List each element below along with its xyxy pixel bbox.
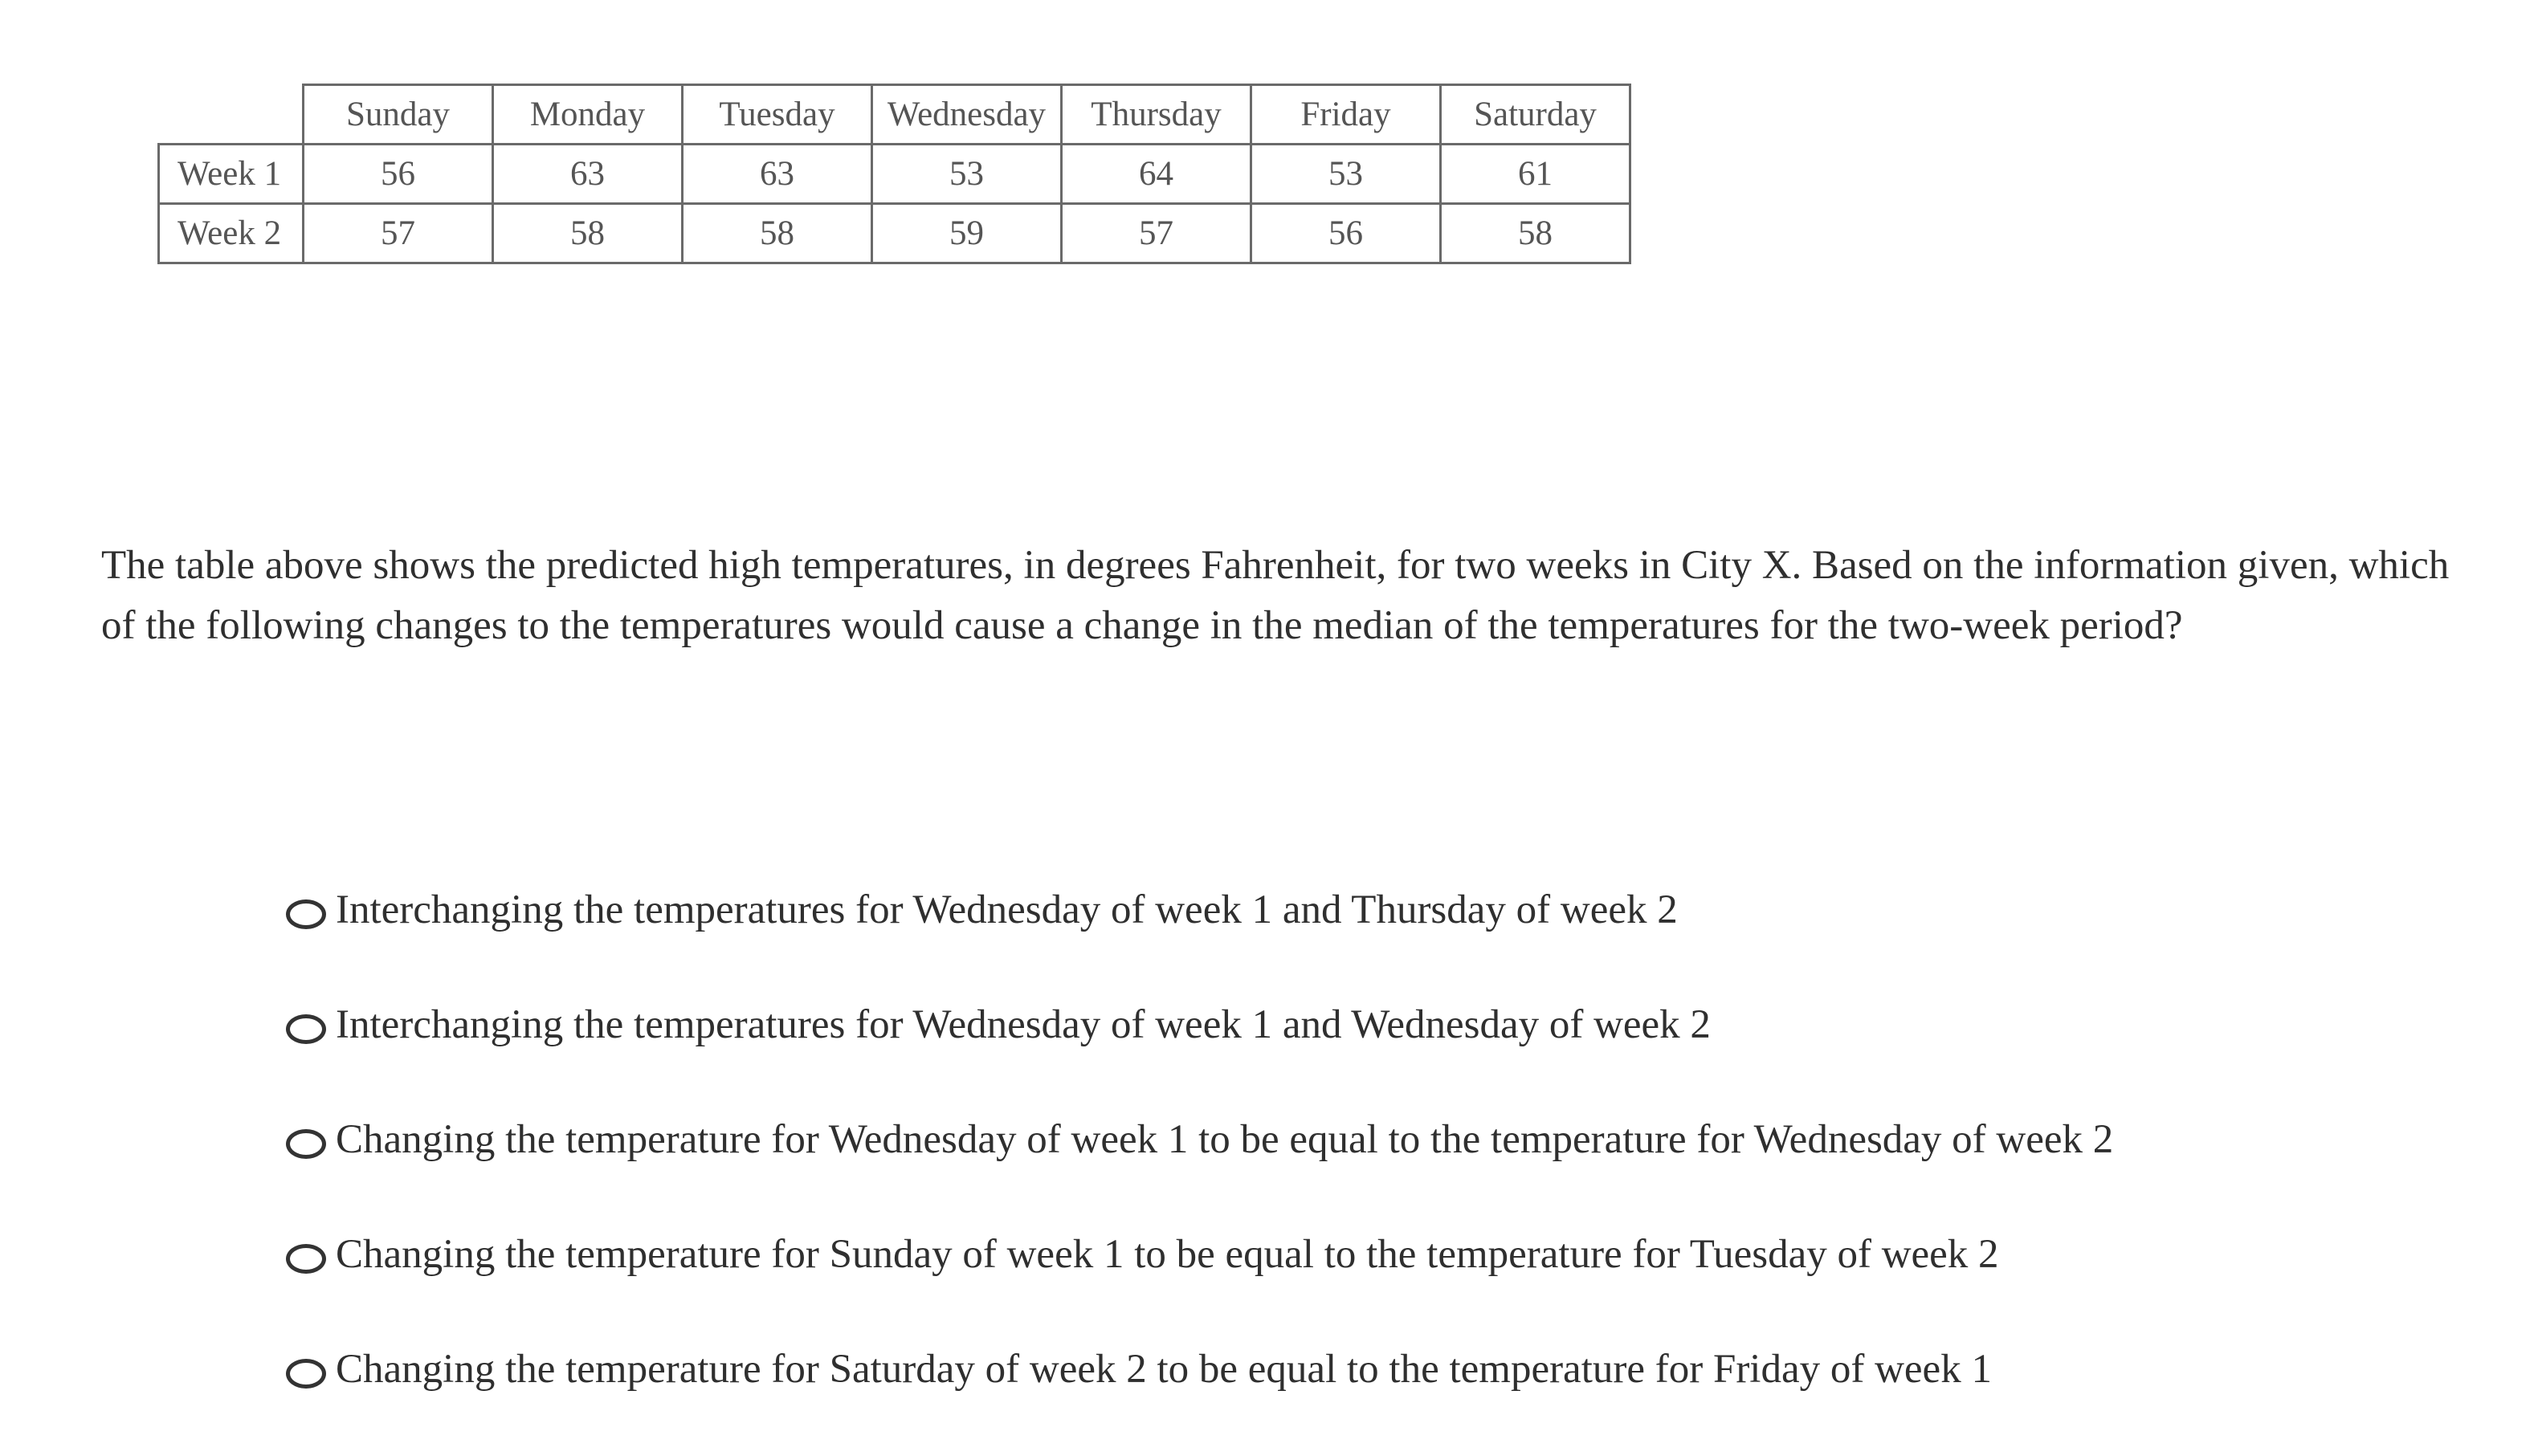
header-tuesday: Tuesday	[683, 85, 872, 145]
table-row-week-2	[159, 204, 1630, 263]
answer-option-2[interactable]	[286, 997, 2113, 1111]
answer-option-label[interactable]: Changing the temperature for Sunday of week 1 to be equal to the temperature for Tuesday of week 2	[336, 1232, 1999, 1277]
answer-option-label[interactable]: Changing the temperature for Saturday of week 2 to be equal to the temperature for Friday of week 1	[336, 1347, 1992, 1392]
header-wednesday: Wednesday	[872, 85, 1062, 145]
radio-button-icon[interactable]	[286, 899, 326, 929]
header-monday: Monday	[493, 85, 683, 145]
table-cell: 59	[872, 204, 1062, 263]
row-label-week-1: Week 1	[159, 145, 304, 204]
answer-option-label[interactable]: Changing the temperature for Wednesday of week 1 to be equal to the temperature for Wednesday of week 2	[336, 1117, 2114, 1162]
answer-option-label[interactable]: Interchanging the temperatures for Wednesday of week 1 and Wednesday of week 2	[336, 1002, 1711, 1047]
header-friday: Friday	[1251, 85, 1441, 145]
radio-button-icon[interactable]	[286, 1244, 326, 1274]
table-cell: 53	[872, 145, 1062, 204]
answer-option-5[interactable]	[286, 1341, 2113, 1456]
table-cell: 58	[493, 204, 683, 263]
answer-option-4[interactable]	[286, 1226, 2113, 1341]
table-cell: 56	[1251, 204, 1441, 263]
table-cell: 61	[1441, 145, 1630, 204]
header-thursday: Thursday	[1062, 85, 1251, 145]
answer-options	[286, 882, 2113, 1456]
row-label-week-2: Week 2	[159, 204, 304, 263]
table-cell: 57	[1062, 204, 1251, 263]
temperature-table	[157, 84, 1631, 264]
answer-option-1[interactable]	[286, 882, 2113, 997]
table-cell: 63	[683, 145, 872, 204]
answer-option-label[interactable]: Interchanging the temperatures for Wednesday of week 1 and Thursday of week 2	[336, 887, 1678, 932]
radio-button-icon[interactable]	[286, 1359, 326, 1389]
answer-option-3[interactable]	[286, 1111, 2113, 1226]
table-cell: 57	[304, 204, 493, 263]
table-cell: 63	[493, 145, 683, 204]
table-cell: 56	[304, 145, 493, 204]
table-row-week-1	[159, 145, 1630, 204]
header-saturday: Saturday	[1441, 85, 1630, 145]
table-cell: 53	[1251, 145, 1441, 204]
table-cell: 58	[683, 204, 872, 263]
table-header-row	[159, 85, 1630, 145]
table-corner-cell	[159, 85, 304, 145]
table-cell: 58	[1441, 204, 1630, 263]
radio-button-icon[interactable]	[286, 1129, 326, 1159]
radio-button-icon[interactable]	[286, 1014, 326, 1044]
header-sunday: Sunday	[304, 85, 493, 145]
table-cell: 64	[1062, 145, 1251, 204]
question-text: The table above shows the predicted high temperatures, in degrees Fahrenheit, for two weeks in City X. Based on the information given, which of the following changes to the temperatures would cause a change in the median of the temperatures for the two-week period?	[101, 543, 2450, 648]
